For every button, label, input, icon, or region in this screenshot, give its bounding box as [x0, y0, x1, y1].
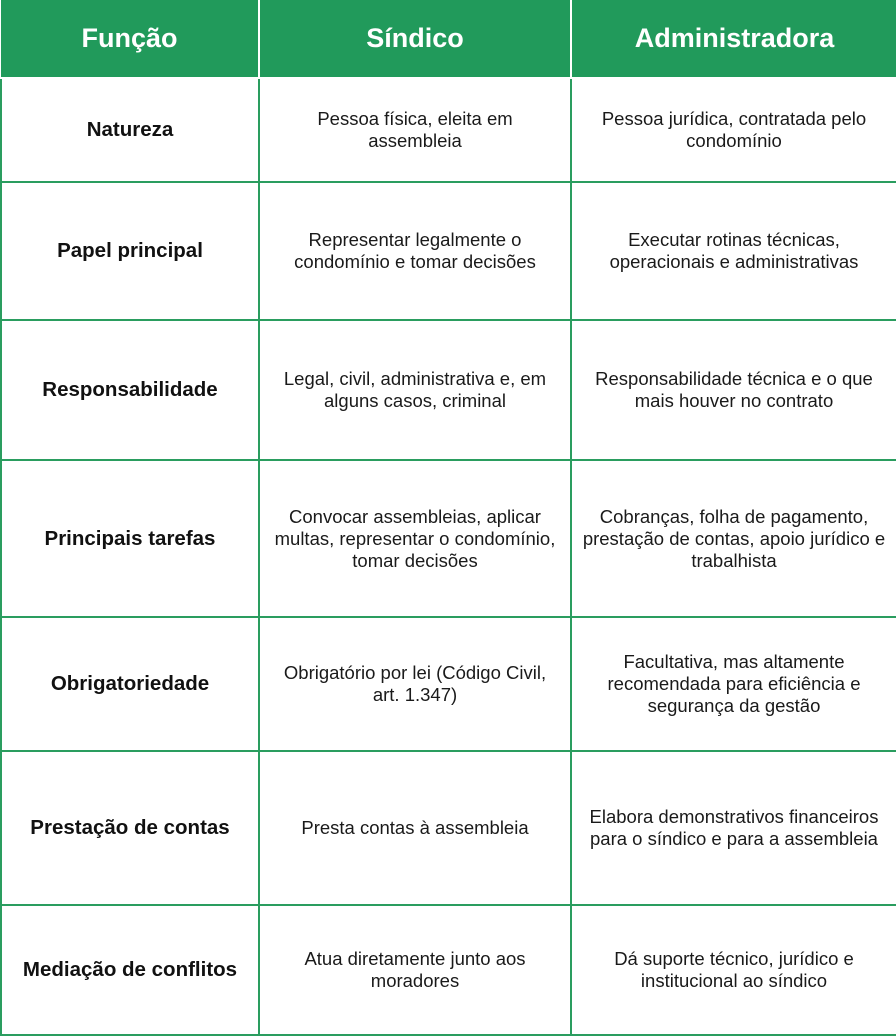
sindico-cell: Obrigatório por lei (Código Civil, art. 1.347): [259, 617, 571, 751]
administradora-cell: Executar rotinas técnicas, operacionais e administrativas: [571, 182, 896, 320]
table-row: [1, 78, 896, 182]
header-row: [1, 0, 896, 78]
table-row: [1, 320, 896, 460]
row-label: Responsabilidade: [1, 320, 259, 460]
administradora-cell: Responsabilidade técnica e o que mais houver no contrato: [571, 320, 896, 460]
sindico-cell: Representar legalmente o condomínio e tomar decisões: [259, 182, 571, 320]
header-funcao: Função: [1, 0, 259, 78]
table-body: [1, 78, 896, 1035]
sindico-cell: Legal, civil, administrativa e, em alguns casos, criminal: [259, 320, 571, 460]
table-header: [1, 0, 896, 78]
sindico-cell: Atua diretamente junto aos moradores: [259, 905, 571, 1035]
sindico-cell: Pessoa física, eleita em assembleia: [259, 78, 571, 182]
sindico-cell: Convocar assembleias, aplicar multas, representar o condomínio, tomar decisões: [259, 460, 571, 617]
row-label: Principais tarefas: [1, 460, 259, 617]
administradora-cell: Cobranças, folha de pagamento, prestação de contas, apoio jurídico e trabalhista: [571, 460, 896, 617]
administradora-cell: Elabora demonstrativos financeiros para o síndico e para a assembleia: [571, 751, 896, 905]
sindico-cell: Presta contas à assembleia: [259, 751, 571, 905]
table-row: [1, 751, 896, 905]
table-row: [1, 182, 896, 320]
table-row: [1, 460, 896, 617]
row-label: Papel principal: [1, 182, 259, 320]
row-label: Mediação de conflitos: [1, 905, 259, 1035]
row-label: Obrigatoriedade: [1, 617, 259, 751]
administradora-cell: Dá suporte técnico, jurídico e institucional ao síndico: [571, 905, 896, 1035]
row-label: Prestação de contas: [1, 751, 259, 905]
administradora-cell: Pessoa jurídica, contratada pelo condomínio: [571, 78, 896, 182]
header-sindico: Síndico: [259, 0, 571, 78]
table-row: [1, 905, 896, 1035]
administradora-cell: Facultativa, mas altamente recomendada para eficiência e segurança da gestão: [571, 617, 896, 751]
row-label: Natureza: [1, 78, 259, 182]
table-row: [1, 617, 896, 751]
header-administradora: Administradora: [571, 0, 896, 78]
